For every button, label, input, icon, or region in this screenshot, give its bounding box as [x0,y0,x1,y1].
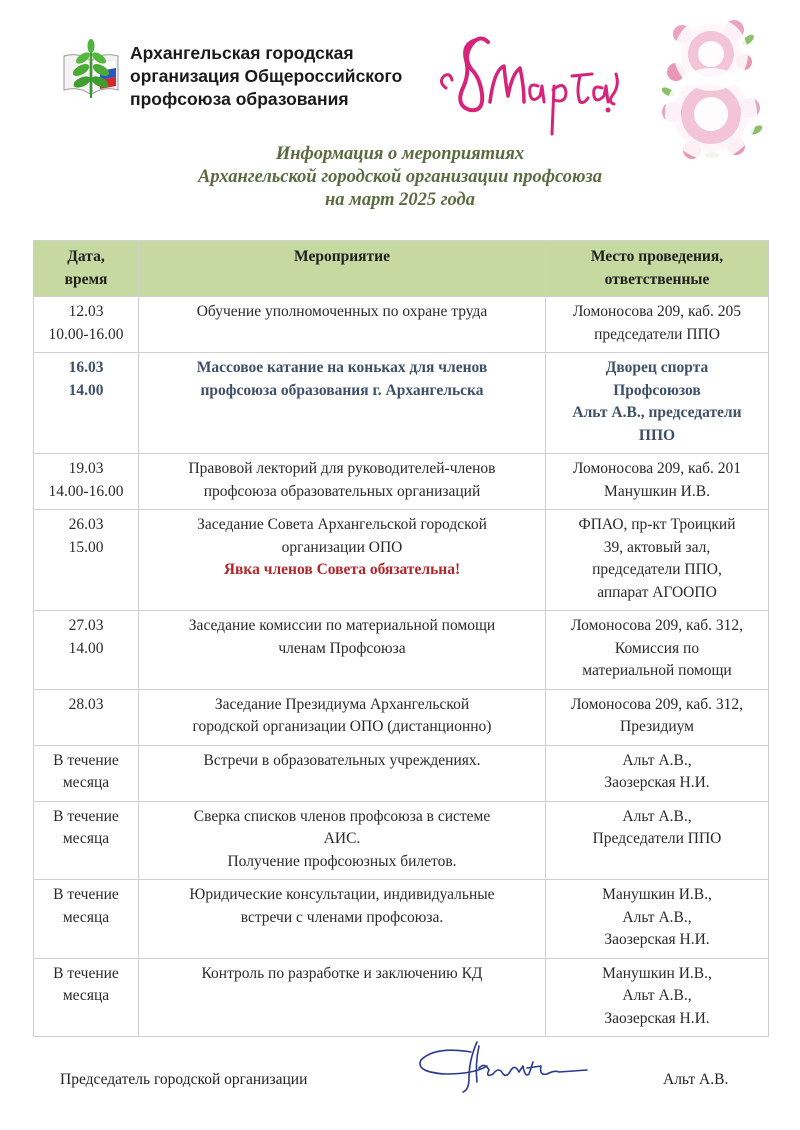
cell-date-line: месяца [62,774,110,791]
cell-place-line: Профсоюзов [613,381,701,399]
table-header-row [34,241,769,297]
cell-date-line: месяца [62,908,110,926]
signatory-name: Альт А.В. [663,1071,729,1088]
cell-event-line: Массовое катание на коньках для членов [196,359,488,376]
cell-place-line: Дворец спорта [605,359,709,376]
cell-place-line: Альт А.В., [622,908,692,926]
cell-event-line: профсоюза образования г. Архангельска [200,381,484,399]
cell-date-line: В течение [53,807,119,825]
organization-name [130,42,402,111]
cell-date [34,745,139,801]
table-row [34,454,769,510]
cell-place-line: Ломоносова 209, каб. 201 [572,460,742,477]
cell-event-line: Сверка списков членов профсоюза в системе [193,807,491,825]
cell-place-line: Заозерская Н.И. [604,931,710,948]
cell-place [546,958,769,1037]
cell-event [139,958,546,1037]
table-row [34,745,769,801]
cell-date-line: 14.00-16.00 [48,482,124,500]
cell-event [139,801,546,880]
cell-date-line: месяца [62,830,110,847]
table-row [34,297,769,353]
cell-place-line: председатели ППО, [592,561,722,578]
cell-date [34,611,139,690]
cell-event-line: встречи с членами профсоюза. [240,908,444,926]
cell-date [34,353,139,454]
cell-date [34,801,139,880]
cell-place [546,880,769,959]
signatory-role: Председатель городской организации [60,1071,308,1088]
org-name-line-3: профсоюза образования [130,89,349,109]
cell-place-line: Манушкин И.В. [604,482,710,500]
cell-place-line: Заозерская Н.И. [604,774,710,791]
cell-place [546,689,769,745]
handwritten-signature-icon [415,1038,595,1098]
cell-event-line: Обучение уполномоченных по охране труда [196,303,488,320]
cell-date [34,880,139,959]
cell-place-line: Манушкин И.В., [602,886,712,903]
cell-date-line: В течение [53,964,119,982]
cell-place-line: материальной помощи [582,662,732,679]
cell-place-line: Заозерская Н.И. [604,1009,710,1027]
cell-place-line: ФПАО, пр-кт Троицкий [578,516,736,533]
cell-event-line: Юридические консультации, индивидуальные [189,886,495,903]
header-text: ответственные [604,270,710,288]
cell-place-line: 39, актовый зал, [603,538,711,556]
cell-event-line: Контроль по разработке и заключению КД [201,964,483,982]
cell-event [139,880,546,959]
cell-place-line: Альт А.В., [622,751,692,769]
cell-date-line: 10.00-16.00 [48,325,124,343]
cell-date-line: 16.03 [68,359,104,376]
cell-event-line: Заседание комиссии по материальной помощи [188,617,496,634]
cell-date-line: В течение [53,751,119,769]
cell-place [546,297,769,353]
cell-place [546,801,769,880]
cell-event-line: АИС. [323,830,361,847]
march-8-greeting-icon [432,30,622,140]
cell-event-line: городской организации ОПО (дистанционно) [192,718,492,735]
cell-event-line: организации ОПО [281,538,403,556]
page-title [0,143,800,212]
cell-date-line: 27.03 [68,617,104,634]
cell-place-line: Ломоносова 209, каб. 205 [572,303,742,320]
attendance-required-alert: Явка членов Совета обязательна! [223,561,461,578]
cell-date [34,689,139,745]
cell-event [139,353,546,454]
table-row [34,880,769,959]
table-row [34,353,769,454]
table-row [34,801,769,880]
table-row [34,958,769,1037]
cell-date-line: 14.00 [68,381,104,399]
header-date-time [34,241,139,297]
cell-date-line: 14.00 [68,639,104,657]
cell-date-line: 26.03 [68,516,104,533]
cell-place-line: Ломоносова 209, каб. 312, [570,617,743,634]
cell-place [546,510,769,611]
header-text: Мероприятие [294,248,390,265]
table-row [34,510,769,611]
title-line-1: Информация о мероприятиях [275,144,525,164]
cell-event [139,689,546,745]
cell-place [546,745,769,801]
table-row [34,689,769,745]
cell-event [139,510,546,611]
cell-event-line: профсоюза образовательных организаций [203,482,481,500]
cell-place [546,611,769,690]
title-line-2: Архангельской городской организации профсоюза [198,167,602,187]
cell-event-line: Встречи в образовательных учреждениях. [203,751,481,769]
cell-place-line: аппарат АГООПО [597,583,717,601]
cell-date-line: В течение [53,886,119,903]
cell-date-line: 19.03 [68,460,104,477]
cell-place-line: Председатели ППО [592,830,722,847]
org-name-line-1: Архангельская городская [130,43,354,63]
cell-place-line: ППО [638,426,676,444]
cell-event-line: Заседание Президиума Архангельской [214,695,470,713]
cell-event-line: членам Профсоюза [278,639,406,657]
header-text: Место проведения, [590,248,724,265]
cell-event [139,297,546,353]
header-text: Дата, [67,248,105,265]
table-row [34,611,769,690]
cell-place-line: Ломоносова 209, каб. 312, [570,695,743,713]
cell-event [139,611,546,690]
cell-place-line: Альт А.В., [622,987,692,1004]
cell-event-line: Заседание Совета Архангельской городской [197,516,487,533]
cell-place-line: Комиссия по [614,639,700,657]
cell-place-line: Альт А.В., председатели [572,404,742,421]
cell-date-line: 28.03 [68,695,104,713]
header-event [139,241,546,297]
cell-event [139,454,546,510]
title-line-3: на март 2025 года [325,190,475,210]
org-name-line-2: организация Общероссийского [130,66,403,86]
cell-event [139,745,546,801]
cell-date [34,454,139,510]
floral-eight-icon [652,12,770,160]
header-place-responsible [546,241,769,297]
cell-date-line: 15.00 [68,538,104,556]
cell-date [34,510,139,611]
cell-date [34,958,139,1037]
union-logo-icon [60,38,122,102]
cell-date [34,297,139,353]
cell-place [546,353,769,454]
header-text: время [64,270,108,288]
cell-event-line: Получение профсоюзных билетов. [227,852,457,870]
cell-place-line: Президиум [620,718,694,735]
cell-event-line: Правовой лекторий для руководителей-членов [188,460,496,477]
cell-place-line: Манушкин И.В., [602,964,712,982]
cell-place [546,454,769,510]
events-table [33,240,769,1037]
cell-date-line: 12.03 [68,303,104,320]
cell-place-line: председатели ППО [594,325,720,343]
cell-place-line: Альт А.В., [622,807,692,825]
cell-date-line: месяца [62,987,110,1004]
